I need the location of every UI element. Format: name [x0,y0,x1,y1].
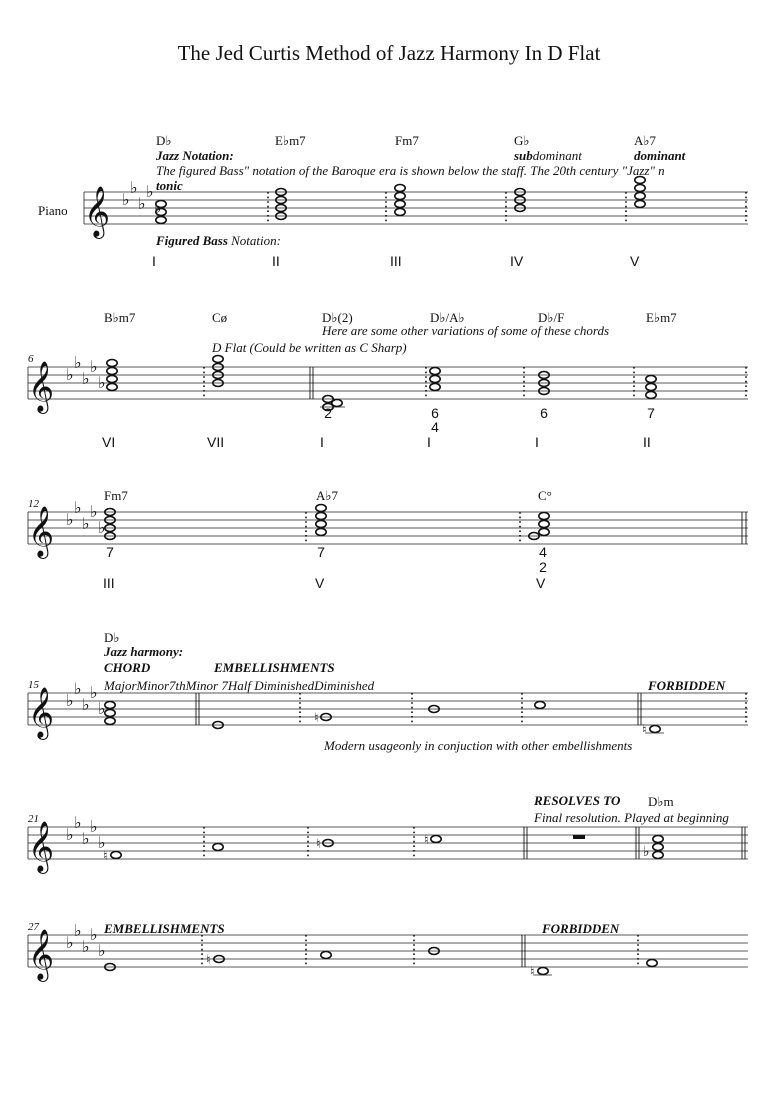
flat-icon: ♭ [66,693,74,710]
intro-text: The figured Bass" notation of the Baroque era is shown below the staff. The 20th century "Jazz" n [156,163,665,178]
flat-icon: ♭ [66,512,74,529]
treble-clef-icon: 𝄞 [28,507,55,556]
roman-numeral: I [427,434,431,450]
roman-numeral: VII [207,434,225,450]
key-signature-flats [66,923,106,960]
roman-numeral: III [103,575,115,591]
flat-icon: ♭ [98,835,106,852]
roman-numeral: I [320,434,324,450]
roman-numeral: VI [102,434,116,450]
flat-icon: ♭ [122,192,130,209]
key-signature-flats [66,681,106,718]
key-signature-flats [66,500,106,537]
flat-icon: ♭ [98,701,106,718]
staff-lines [28,935,748,967]
chord-symbol: D♭/A♭ [430,310,465,325]
natural-icon: ♮ [316,836,321,851]
staff-system-4 [28,630,748,753]
treble-clef-icon: 𝄞 [84,187,111,236]
chord-symbol: Fm7 [395,133,419,148]
whole-rest-icon [573,835,585,839]
embellishments-label: EMBELLISHMENTS [214,660,335,675]
figured-bass: 2 [539,559,547,575]
flat-icon: ♭ [90,359,98,376]
flat-icon: ♭ [90,685,98,702]
modern-usage-text: Modern usageonly in conjuction with other embellishments [324,738,633,753]
staff-lines [84,192,748,224]
flat-icon: ♭ [90,927,98,944]
dflat-text: D Flat (Could be written as C Sharp) [212,340,407,355]
roman-numeral: I [535,434,539,450]
staff-system-6 [28,921,748,982]
flat-icon: ♭ [74,681,82,698]
figured-bass: 2 [324,405,332,421]
treble-clef-icon: 𝄞 [28,688,55,737]
chord-symbol: E♭m7 [646,310,677,325]
chord-symbol: B♭m7 [104,310,136,325]
figured-bass: 7 [647,405,655,421]
key-signature-flats [66,355,106,392]
chord-symbol: Fm7 [104,488,128,503]
flat-icon: ♭ [66,827,74,844]
figured-bass-bold: Figured Bass [156,233,228,248]
forbidden-label: FORBIDDEN [542,921,620,936]
staff-lines [28,367,748,399]
staff-lines [28,512,748,544]
subdominant-rest: dominant [532,148,582,163]
chord-symbol: D♭m [648,794,674,809]
figured-bass: 4 [431,419,439,435]
flat-icon: ♭ [138,196,146,213]
forbidden-label: FORBIDDEN [648,678,726,693]
flat-icon: ♭ [74,923,82,940]
treble-clef-icon: 𝄞 [28,930,55,979]
roman-numeral: III [390,253,402,269]
figured-bass-label [155,233,281,248]
embellishments-label: EMBELLISHMENTS [104,921,225,936]
flat-icon: ♭ [66,367,74,384]
natural-icon: ♮ [206,952,211,967]
flat-icon: ♭ [154,200,162,217]
chord-symbol: G♭ [514,133,530,148]
chord-symbol: A♭7 [634,133,657,148]
roman-numeral: II [272,253,280,269]
staff-lines [28,827,748,859]
natural-icon: ♮ [314,710,319,725]
subdominant-label [513,148,582,163]
chord-symbol: D♭ [104,630,120,645]
roman-numeral: V [536,575,546,591]
measure-number: 27 [28,921,39,933]
flat-icon: ♭ [98,943,106,960]
flat-icon: ♭ [74,815,82,832]
flat-icon: ♭ [90,819,98,836]
flat-icon: ♭ [74,355,82,372]
staff-system-1 [38,133,748,269]
dominant-label: dominant [634,148,686,163]
figured-bass-rest: Notation: [227,233,281,248]
chord-symbol: A♭7 [316,488,339,503]
natural-icon: ♮ [530,964,535,979]
staff-system-3 [28,488,748,591]
flat-icon: ♭ [82,516,90,533]
figured-bass: 6 [540,405,548,421]
roman-numeral: I [152,253,156,269]
notes [105,948,657,975]
flat-icon: ♭ [82,831,90,848]
staff-lines [28,693,748,725]
figured-bass: 7 [317,544,325,560]
chord-symbol: C° [538,488,552,503]
flat-icon: ♭ [90,504,98,521]
chord-notes [105,505,549,540]
flat-icon: ♭ [643,845,650,860]
flat-icon: ♭ [74,500,82,517]
measure-number: 12 [28,498,39,510]
flat-icon: ♭ [82,697,90,714]
key-signature-flats [66,815,106,852]
qualities-text: MajorMinor7thMinor 7Half DiminishedDiminished [104,678,375,693]
chord-symbol: Cø [212,310,228,325]
subdominant-bold: sub [514,148,533,163]
flat-icon: ♭ [98,375,106,392]
flat-icon: ♭ [66,935,74,952]
resolves-to-label: RESOLVES TO [534,793,621,808]
natural-icon: ♮ [103,848,108,863]
roman-numeral: IV [510,253,524,269]
staff-system-5 [28,793,748,874]
chord-symbol: D♭ [156,133,172,148]
natural-icon: ♮ [642,722,647,737]
natural-icon: ♮ [424,832,429,847]
page-title: The Jed Curtis Method of Jazz Harmony In D Flat [177,41,601,65]
jazz-notation-label: Jazz Notation: [156,148,234,163]
roman-numeral: V [630,253,640,269]
treble-clef-icon: 𝄞 [28,362,55,411]
measure-number: 6 [28,353,34,365]
chord-symbol: D♭(2) [322,310,353,325]
instrument-label: Piano [38,203,68,218]
flat-icon: ♭ [146,184,154,201]
staff-system-2 [28,310,748,450]
flat-icon: ♭ [82,371,90,388]
chord-label: CHORD [104,660,151,675]
roman-numeral: II [643,434,651,450]
measure-number: 21 [28,813,39,825]
tonic-label: tonic [156,178,183,193]
flat-icon: ♭ [98,520,106,537]
figured-bass: 4 [539,544,547,560]
roman-numeral: V [315,575,325,591]
chord-symbol: E♭m7 [275,133,306,148]
chord-symbol: D♭/F [538,310,565,325]
variations-text: Here are some other variations of some of these chords [322,323,610,338]
treble-clef-icon: 𝄞 [28,822,55,871]
measure-number: 15 [28,679,39,691]
flat-icon: ♭ [82,939,90,956]
jazz-harmony-label: Jazz harmony: [104,644,184,659]
figured-bass: 6 [431,405,439,421]
flat-icon: ♭ [130,180,138,197]
figured-bass: 7 [106,544,114,560]
final-resolution-text: Final resolution. Played at beginning [534,810,729,825]
